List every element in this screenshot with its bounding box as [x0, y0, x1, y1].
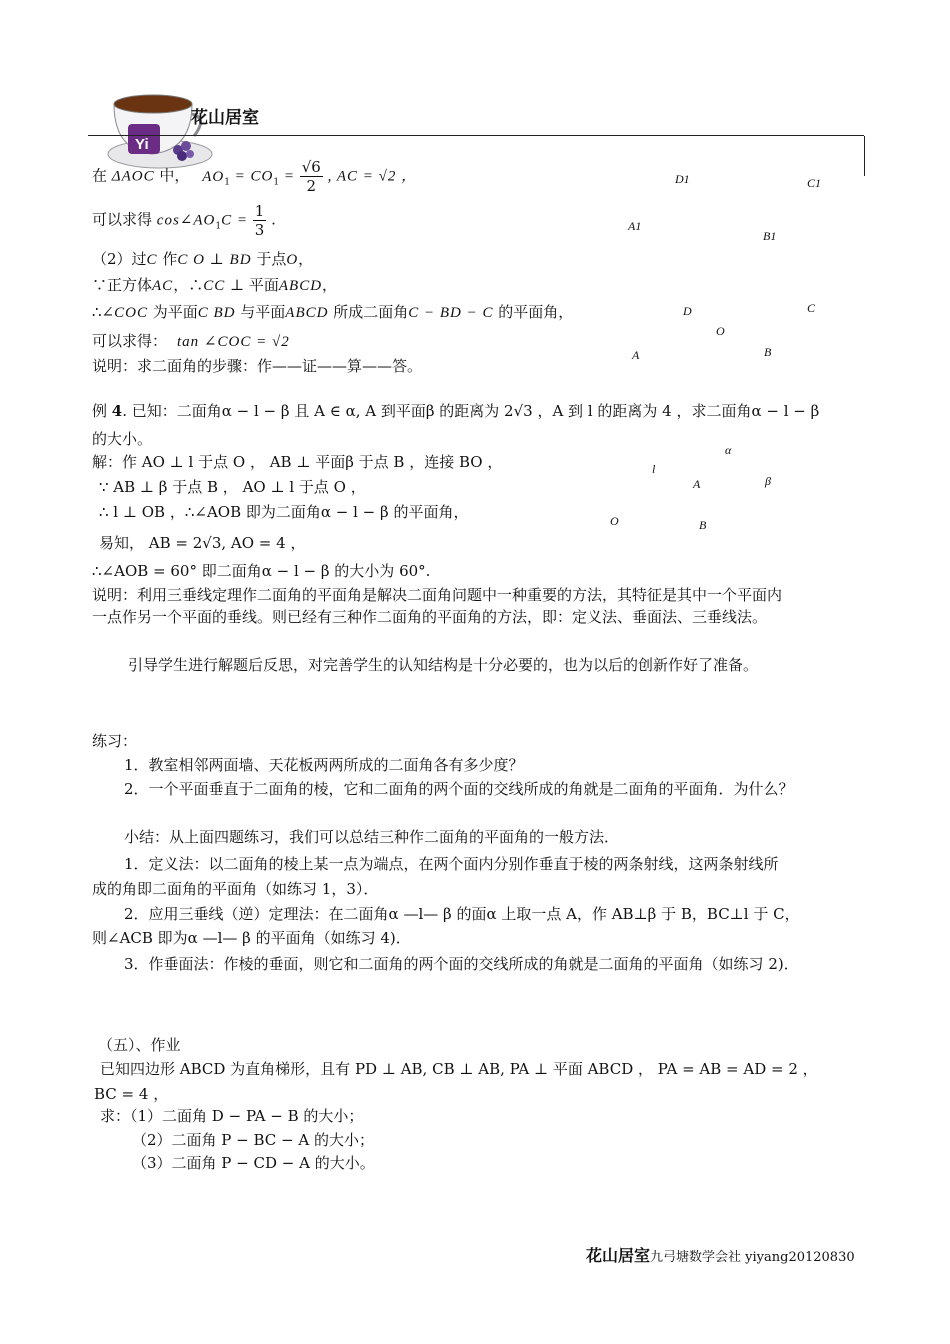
fig1-label-a: A [632, 348, 640, 362]
math: O [286, 252, 299, 268]
footer-text: 九弓塘数学会社 yiyang20120830 [650, 1250, 855, 1265]
text-line-4 [92, 274, 337, 295]
homework-line-5: （3）二面角 P − CD − A 的大小。 [132, 1154, 375, 1172]
fig2-label-b: B [699, 518, 707, 532]
math: C [146, 252, 158, 268]
math: AC [152, 278, 174, 294]
fig1-label-c: C [807, 301, 816, 315]
homework-line-2: BC = 4 ， [94, 1085, 169, 1103]
text-line-7: 说明：求二面角的步骤：作——证——算——答。 [92, 357, 423, 375]
homework-title: （五）、作业 [98, 1036, 181, 1054]
text: 的平面角， [493, 303, 574, 321]
math: COC [114, 305, 148, 321]
text: 可以求得 [92, 210, 153, 229]
text: 所成二面角 [328, 303, 409, 321]
fig2-label-beta: β [765, 474, 771, 488]
subscript: 1 [224, 177, 230, 188]
numerator: 1 [254, 202, 265, 220]
denominator: 2 [306, 177, 317, 195]
fig1-label-b: B [764, 345, 772, 359]
note-line-2: 一点作另一个平面的垂线。则已经有三种作二面角的平面角的方法，即：定义法、垂面法、三垂线法。 [92, 608, 768, 626]
text: . 已知：二面角α − l − β 且 A ∈ α, A 到平面β 的距离为 2√3 ，A 到 l 的距离为 4 ，求二面角α − l − β [122, 402, 820, 420]
math: ΔAOC [111, 168, 155, 185]
text-line-5 [92, 301, 573, 322]
math: ABCD [278, 278, 323, 294]
solution-line-2: ∵ AB ⊥ β 于点 B ， AO ⊥ l 于点 O ， [99, 478, 366, 496]
text: ， [322, 276, 338, 294]
homework-line-1: 已知四边形 ABCD 为直角梯形，且有 PD ⊥ AB, CB ⊥ AB, PA ⊥ 平面 ABCD ， PA = AB = AD = 2 ， [100, 1060, 818, 1078]
fig1-label-c1: C1 [807, 176, 822, 190]
math: C BD [197, 305, 236, 321]
text: 作 [157, 250, 178, 268]
text: 中， [159, 166, 190, 185]
text: 可以求得： [92, 332, 168, 350]
summary-item-1a: 1．定义法：以二面角的棱上某一点为端点，在两个面内分别作垂直于棱的两条射线，这两条射线所 [124, 855, 779, 873]
reflection-paragraph: 引导学生进行解题后反思，对完善学生的认知结构是十分必要的，也为以后的创新作好了准备。 [128, 656, 759, 674]
math: C − BD − C [408, 305, 494, 321]
numerator: √6 [301, 158, 321, 176]
text-line-2 [92, 202, 276, 239]
logo-badge: Yi [135, 136, 149, 153]
fig1-label-d1: D1 [675, 172, 690, 186]
math: tan ∠COC = √2 [177, 334, 290, 350]
math: ABCD [285, 305, 329, 321]
text: ∴∠ [92, 303, 115, 321]
practice-item-1: 1．教室相邻两面墙、天花板两两所成的二面角各有多少度？ [124, 756, 524, 774]
summary-item-1b: 成的角即二面角的平面角（如练习 1，3）． [92, 880, 379, 898]
fig2-label-a: A [693, 477, 701, 491]
fig2-label-o: O [610, 514, 619, 528]
note-line-1: 说明：利用三垂线定理作二面角的平面角是解决二面角问题中一种重要的方法，其特征是其中一个平面内 [92, 586, 783, 604]
math: CC [203, 278, 226, 294]
fraction [300, 158, 323, 195]
subscript: 1 [273, 177, 280, 188]
solution-line-1: 解：作 AO ⊥ l 于点 O ， AB ⊥ 平面β 于点 B ，连接 BO ， [92, 453, 503, 471]
text: 于点 [251, 250, 287, 268]
text: （2）过 [92, 250, 147, 268]
summary-item-3: 3．作垂面法：作棱的垂面，则它和二面角的两个面的交线所成的角就是二面角的平面角（如练习 2)． [124, 955, 799, 973]
text: ⊥ 平面 [225, 276, 279, 294]
footer [586, 1243, 855, 1266]
text: 在 [92, 166, 108, 185]
solution-line-4: 易知， AB = 2√3, AO = 4 ， [99, 534, 306, 552]
text: . [271, 210, 276, 229]
text-line-3 [92, 248, 313, 269]
text-line-1 [92, 158, 417, 195]
header-rule-right [864, 136, 865, 176]
math: , AC = √2 ， [327, 168, 418, 185]
header-rule [88, 135, 864, 136]
fig1-label-d: D [683, 304, 692, 318]
homework-line-4: （2）二面角 P − BC − A 的大小； [132, 1131, 374, 1149]
homework-line-3: 求：（1）二面角 D − PA − B 的大小； [100, 1107, 364, 1125]
solution-line-5: ∴∠AOB = 60° 即二面角α − l − β 的大小为 60°. [92, 562, 431, 580]
fig1-label-a1: A1 [628, 219, 642, 233]
text: ∵正方体 [92, 276, 153, 294]
practice-item-2: 2．一个平面垂直于二面角的棱，它和二面角的两个面的交线所成的角就是二面角的平面角．为什么？ [124, 780, 794, 798]
text: ， [298, 250, 314, 268]
fig1-label-b1: B1 [763, 229, 777, 243]
text: 为平面 [147, 303, 198, 321]
summary-title: 小结：从上面四题练习，我们可以总结三种作二面角的平面角的一般方法． [124, 828, 620, 846]
math: C O ⊥ BD [177, 252, 252, 268]
text: 与平面 [235, 303, 286, 321]
fig1-label-o: O [716, 324, 725, 338]
math: cos∠AO [156, 212, 216, 229]
text-line-6 [92, 330, 290, 351]
math: AO [202, 168, 225, 185]
summary-item-2a: 2．应用三垂线（逆）定理法：在二面角α —l— β 的面α 上取一点 A，作 AB⊥β 于 B，BC⊥l 于 C， [124, 905, 800, 923]
text: ，∴ [173, 276, 204, 294]
math: = [279, 168, 300, 185]
subscript: 1 [215, 221, 222, 232]
denominator: 3 [254, 221, 265, 239]
math: C = [221, 212, 253, 229]
text: 例 [92, 402, 112, 420]
fraction [253, 202, 267, 239]
fig2-label-alpha: α [725, 443, 732, 457]
fig2-label-l: l [652, 462, 656, 476]
example-number: 4 [111, 402, 123, 420]
footer-brand: 花山居室 [586, 1248, 651, 1265]
summary-item-2b: 则∠ACB 即为α —l— β 的平面角（如练习 4)． [92, 929, 411, 947]
practice-title: 练习： [92, 732, 138, 750]
solution-line-3: ∴ l ⊥ OB ，∴∠AOB 即为二面角α − l − β 的平面角， [99, 503, 469, 521]
header-brand: 花山居室 [191, 108, 259, 127]
example-4-statement-2: 的大小。 [92, 430, 153, 448]
math: = CO [229, 168, 274, 185]
example-4-statement [92, 400, 819, 421]
